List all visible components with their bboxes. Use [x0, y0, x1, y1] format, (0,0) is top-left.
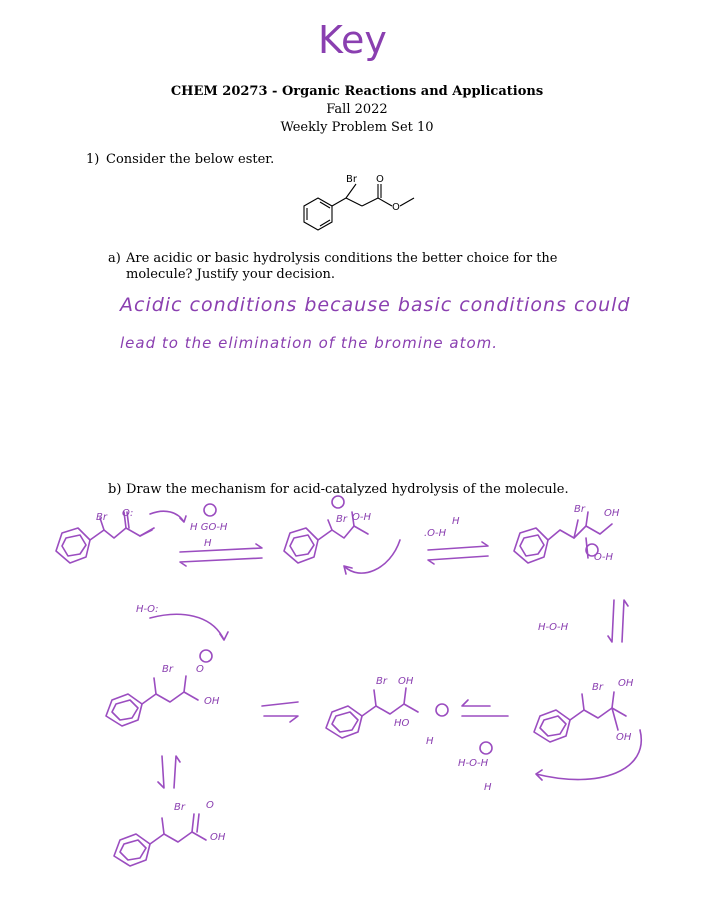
- hydronium-h-label-2: H: [484, 782, 492, 793]
- hydroxyl-label-4: OH: [204, 696, 220, 707]
- positive-charge-mark-2: [332, 496, 344, 508]
- hydroxyl-label-6b: OH: [616, 732, 632, 743]
- positive-charge-mark-5: [436, 704, 448, 716]
- bromine-label: Br: [346, 174, 357, 185]
- water-h-label-1: H: [452, 516, 460, 527]
- carbonyl-oxygen-label: O: [376, 174, 384, 185]
- mechanism-bromine-7: Br: [174, 802, 185, 813]
- mechanism-bromine-4: Br: [162, 664, 173, 675]
- problem-set-title: Weekly Problem Set 10: [280, 120, 434, 135]
- course-title: CHEM 20273 - Organic Reactions and Applications: [170, 84, 544, 99]
- oxonium-label-3: O-H: [594, 552, 613, 563]
- answer-line-1: Acidic conditions because basic conditions could: [120, 294, 631, 316]
- protonated-oxygen-label: O-H: [352, 512, 371, 523]
- term: Fall 2022: [326, 102, 388, 117]
- hydronium-label-2: H-O-H: [458, 758, 489, 769]
- water-label-1: .O-H: [424, 528, 447, 539]
- water-label-3: H-O:: [136, 604, 159, 615]
- water-label-2: H-O-H: [538, 622, 569, 633]
- part-b-letter: b): [108, 482, 122, 497]
- hydroxyl-label-6: OH: [618, 678, 634, 689]
- hydroxyl-label-5: OH: [398, 676, 414, 687]
- part-a-prompt: Are acidic or basic hydrolysis conditions the better choice for the molecule? Justify your decision.: [126, 251, 558, 282]
- question-prompt: Consider the below ester.: [106, 152, 275, 167]
- answer-line-2: lead to the elimination of the bromine atom.: [120, 334, 499, 352]
- hydronium-label: H GO-H: [190, 522, 228, 533]
- ether-oxygen-label: O: [392, 202, 400, 213]
- hydronium-h-label: H: [204, 538, 212, 549]
- part-b-prompt: Draw the mechanism for acid-catalyzed hydrolysis of the molecule.: [126, 482, 569, 497]
- mechanism-bromine-2: Br: [336, 514, 347, 525]
- key-handwriting: Key: [318, 18, 387, 62]
- equilibrium-arrow-4: [262, 702, 298, 722]
- mechanism-product: [114, 814, 206, 866]
- mechanism-bromine-3: Br: [574, 504, 585, 515]
- mechanism-carbonyl-oxygen-1: O:: [122, 508, 134, 519]
- mechanism-molecule-1: [56, 511, 186, 563]
- equilibrium-arrow-6: [158, 756, 180, 788]
- mechanism-bromine-5: Br: [376, 676, 387, 687]
- hydroxyl-label-5b: HO: [394, 718, 410, 729]
- positive-charge-mark-1: [204, 504, 216, 516]
- mechanism-bromine-6: Br: [592, 682, 603, 693]
- equilibrium-arrow-2: [428, 542, 488, 564]
- positive-charge-mark-4: [200, 650, 212, 662]
- equilibrium-arrow-1: [180, 544, 262, 566]
- mechanism-bromine-1: Br: [96, 512, 107, 523]
- mechanism-molecule-5: [326, 688, 418, 738]
- positive-charge-mark-6: [480, 742, 492, 754]
- hydroxyl-label-3: OH: [604, 508, 620, 519]
- oxygen-label-4: O: [196, 664, 204, 675]
- equilibrium-arrow-5: [462, 700, 508, 716]
- h-label-5: H: [426, 736, 434, 747]
- carbonyl-oxygen-7: O: [206, 800, 214, 811]
- part-a-letter: a): [108, 251, 121, 266]
- carboxylic-oh-label: OH: [210, 832, 226, 843]
- question-number: 1): [86, 152, 100, 167]
- equilibrium-arrow-3: [608, 600, 628, 642]
